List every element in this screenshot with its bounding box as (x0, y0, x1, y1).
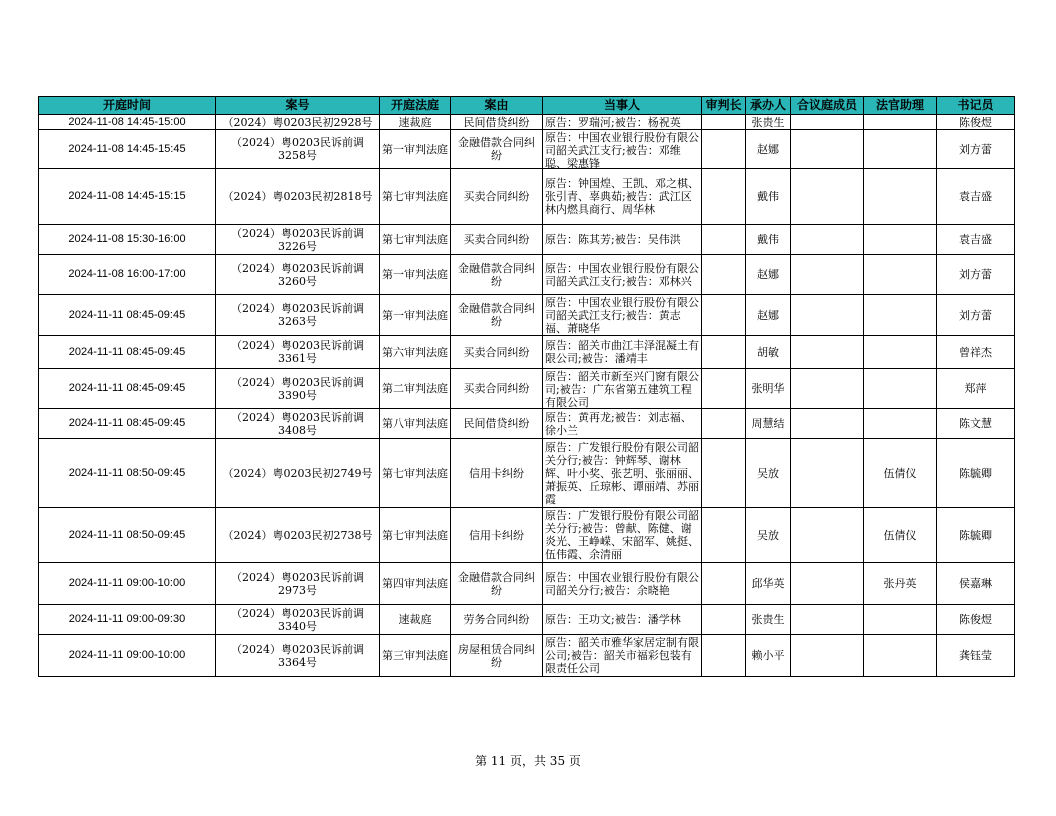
case-number-cell (216, 369, 380, 409)
table-row (39, 225, 1015, 255)
courtroom-cell-text: 第一审判法庭 (382, 268, 448, 281)
case-cause-cell (451, 635, 543, 677)
case-number-cell (216, 336, 380, 369)
handling-judge-cell (746, 409, 791, 439)
clerk-cell (937, 169, 1015, 225)
hearing-time-cell (39, 508, 216, 563)
presiding-judge-cell (702, 439, 746, 508)
parties-cell (543, 635, 702, 677)
courtroom-cell-text: 第四审判法庭 (382, 577, 448, 590)
parties-cell (543, 255, 702, 295)
handling-judge-cell-text: 戴伟 (757, 233, 779, 246)
panel-members-cell (791, 115, 864, 130)
case-number-cell-text: （2024）粤0203民诉前调3263号 (231, 302, 364, 328)
table-row (39, 336, 1015, 369)
hearing-time-cell (39, 439, 216, 508)
parties-cell (543, 169, 702, 225)
case-cause-cell (451, 255, 543, 295)
clerk-cell (937, 439, 1015, 508)
handling-judge-cell-text: 戴伟 (757, 190, 779, 203)
presiding-judge-cell (702, 130, 746, 169)
presiding-judge-cell (702, 563, 746, 605)
parties-cell-text: 原告：黄再龙;被告：刘志福、徐小兰 (545, 410, 692, 437)
courtroom-cell-text: 第二审判法庭 (382, 382, 448, 395)
handling-judge-cell (746, 563, 791, 605)
handling-judge-cell (746, 225, 791, 255)
hearing-schedule-table (38, 96, 1015, 677)
case-cause-cell-text: 劳务合同纠纷 (463, 613, 530, 626)
panel-members-cell (791, 409, 864, 439)
case-cause-cell (451, 130, 543, 169)
header-cell: 案由 (451, 97, 543, 115)
panel-members-cell (791, 169, 864, 225)
case-number-cell-text: （2024）粤0203民初2749号 (222, 466, 373, 480)
judge-assistant-cell-text: 伍倩仪 (883, 466, 917, 480)
case-number-cell-text: （2024）粤0203民诉前调2973号 (231, 570, 364, 597)
parties-cell (543, 225, 702, 255)
panel-members-cell (791, 336, 864, 369)
clerk-cell-text: 刘方蕾 (959, 268, 992, 281)
hearing-time-cell (39, 115, 216, 130)
parties-cell-text: 原告：罗瑞河;被告：杨祝英 (545, 115, 681, 129)
table-row (39, 563, 1015, 605)
clerk-cell (937, 336, 1015, 369)
presiding-judge-cell (702, 255, 746, 295)
presiding-judge-cell (702, 635, 746, 677)
handling-judge-cell-text: 周慧结 (751, 417, 785, 430)
parties-cell (543, 439, 702, 508)
clerk-cell (937, 409, 1015, 439)
judge-assistant-cell (864, 130, 937, 169)
parties-cell-text: 原告：钟国煌、王凯、邓之棋、张引青、辜典茹;被告：武江区林内燃具商行、周华林 (545, 177, 699, 216)
case-cause-cell-text: 信用卡纠纷 (469, 466, 524, 480)
case-cause-cell (451, 369, 543, 409)
handling-judge-cell-text: 胡敏 (757, 345, 779, 359)
clerk-cell-text: 袁吉盛 (959, 233, 992, 246)
clerk-cell (937, 295, 1015, 336)
clerk-cell-text: 曾祥杰 (959, 345, 992, 359)
courtroom-cell (380, 255, 451, 295)
hearing-time-cell-text: 2024-11-08 14:45-15:15 (68, 190, 186, 202)
courtroom-cell-text: 第六审判法庭 (382, 345, 448, 359)
clerk-cell-text: 陈俊煜 (959, 613, 992, 626)
judge-assistant-cell (864, 563, 937, 605)
hearing-time-cell (39, 369, 216, 409)
parties-cell-text: 原告：王功文;被告：潘学林 (545, 613, 681, 626)
judge-assistant-cell (864, 409, 937, 439)
clerk-cell-text: 陈毓卿 (959, 466, 992, 480)
parties-cell-text: 原告：韶关市雅华家居定制有限公司;被告：韶关市福彩包装有限责任公司 (545, 636, 699, 675)
clerk-cell (937, 508, 1015, 563)
table-row (39, 409, 1015, 439)
presiding-judge-cell (702, 369, 746, 409)
handling-judge-cell (746, 336, 791, 369)
handling-judge-cell-text: 张贵生 (751, 115, 785, 129)
clerk-cell-text: 陈文慧 (959, 417, 992, 430)
handling-judge-cell-text: 邱华英 (751, 577, 785, 590)
case-cause-cell-text: 金融借款合同纠纷 (458, 261, 535, 288)
case-number-cell-text: （2024）粤0203民诉前调3258号 (231, 136, 364, 162)
case-cause-cell (451, 169, 543, 225)
header-cell: 承办人 (746, 97, 791, 115)
hearing-time-cell-text: 2024-11-08 15:30-16:00 (68, 233, 186, 245)
handling-judge-cell-text: 吴放 (757, 466, 779, 480)
parties-cell-text: 原告：陈其芳;被告：吴伟洪 (545, 233, 681, 246)
courtroom-cell-text: 第七审判法庭 (382, 233, 448, 246)
hearing-time-cell (39, 563, 216, 605)
parties-cell-text: 原告：广发银行股份有限公司韶关分行;被告：曾献、陈健、谢炎光、王峥嵘、宋韶军、姚挺、伍伟霞、余清丽 (545, 509, 699, 561)
handling-judge-cell-text: 吴放 (757, 528, 779, 542)
hearing-time-cell (39, 409, 216, 439)
case-cause-cell-text: 金融借款合同纠纷 (458, 570, 535, 597)
header-cell: 合议庭成员 (791, 97, 864, 115)
parties-cell (543, 336, 702, 369)
panel-members-cell (791, 295, 864, 336)
case-number-cell-text: （2024）粤0203民诉前调3260号 (231, 261, 364, 288)
case-number-cell (216, 508, 380, 563)
panel-members-cell (791, 255, 864, 295)
table-row (39, 115, 1015, 130)
header-cell: 开庭法庭 (380, 97, 451, 115)
panel-members-cell (791, 130, 864, 169)
header-cell: 开庭时间 (39, 97, 216, 115)
case-cause-cell (451, 409, 543, 439)
case-cause-cell-text: 买卖合同纠纷 (463, 190, 530, 203)
case-cause-cell (451, 605, 543, 635)
hearing-time-cell-text: 2024-11-11 09:00-10:00 (68, 577, 186, 589)
hearing-time-cell (39, 295, 216, 336)
table-body (39, 115, 1015, 677)
case-number-cell (216, 130, 380, 169)
judge-assistant-cell (864, 255, 937, 295)
case-number-cell (216, 169, 380, 225)
hearing-time-cell-text: 2024-11-11 08:45-09:45 (68, 308, 186, 321)
courtroom-cell (380, 369, 451, 409)
handling-judge-cell (746, 295, 791, 336)
table-row (39, 169, 1015, 225)
handling-judge-cell (746, 369, 791, 409)
handling-judge-cell-text: 张贵生 (751, 613, 785, 626)
case-cause-cell (451, 563, 543, 605)
parties-cell (543, 563, 702, 605)
courtroom-cell (380, 409, 451, 439)
table-row (39, 295, 1015, 336)
hearing-time-cell-text: 2024-11-11 08:50-09:45 (68, 528, 186, 541)
hearing-time-cell-text: 2024-11-11 09:00-10:00 (68, 649, 186, 661)
courtroom-cell (380, 635, 451, 677)
hearing-time-cell (39, 255, 216, 295)
judge-assistant-cell (864, 169, 937, 225)
parties-cell (543, 605, 702, 635)
table-row (39, 369, 1015, 409)
presiding-judge-cell (702, 225, 746, 255)
handling-judge-cell-text: 赵娜 (757, 142, 779, 156)
clerk-cell-text: 刘方蕾 (959, 142, 992, 156)
courtroom-cell-text: 第一审判法庭 (382, 308, 448, 322)
hearing-time-cell (39, 635, 216, 677)
case-number-cell (216, 605, 380, 635)
case-cause-cell (451, 225, 543, 255)
header-cell: 法官助理 (864, 97, 937, 115)
courtroom-cell (380, 563, 451, 605)
case-number-cell (216, 635, 380, 677)
case-cause-cell-text: 金融借款合同纠纷 (458, 302, 535, 328)
case-number-cell-text: （2024）粤0203民诉前调3364号 (231, 642, 364, 669)
clerk-cell-text: 侯嘉琳 (959, 577, 992, 590)
hearing-time-cell (39, 130, 216, 169)
parties-cell-text: 原告：中国农业银行股份有限公司韶关分行;被告：余晓艳 (545, 570, 699, 597)
clerk-cell (937, 115, 1015, 130)
judge-assistant-cell-text: 伍倩仪 (883, 528, 917, 542)
clerk-cell (937, 255, 1015, 295)
judge-assistant-cell (864, 369, 937, 409)
case-cause-cell-text: 民间借贷纠纷 (463, 115, 530, 129)
handling-judge-cell (746, 115, 791, 130)
case-number-cell-text: （2024）粤0203民诉前调3408号 (231, 410, 364, 437)
table-row (39, 130, 1015, 169)
parties-cell (543, 130, 702, 169)
handling-judge-cell (746, 635, 791, 677)
clerk-cell (937, 635, 1015, 677)
clerk-cell-text: 陈毓卿 (959, 528, 992, 542)
case-number-cell (216, 439, 380, 508)
parties-cell (543, 369, 702, 409)
page-number: 第 11 页，共 35 页 (475, 754, 581, 768)
presiding-judge-cell (702, 295, 746, 336)
parties-cell-text: 原告：中国农业银行股份有限公司韶关武江支行;被告：邓林兴 (545, 261, 699, 288)
case-number-cell-text: （2024）粤0203民诉前调3390号 (231, 375, 364, 402)
courtroom-cell (380, 130, 451, 169)
clerk-cell (937, 605, 1015, 635)
presiding-judge-cell (702, 409, 746, 439)
clerk-cell-text: 袁吉盛 (959, 190, 992, 203)
courtroom-cell (380, 225, 451, 255)
handling-judge-cell (746, 439, 791, 508)
judge-assistant-cell (864, 295, 937, 336)
case-cause-cell (451, 295, 543, 336)
handling-judge-cell-text: 张明华 (751, 382, 785, 395)
case-number-cell (216, 225, 380, 255)
courtroom-cell-text: 速裁庭 (398, 115, 432, 129)
clerk-cell (937, 563, 1015, 605)
case-cause-cell-text: 房屋租赁合同纠纷 (458, 642, 535, 669)
presiding-judge-cell (702, 508, 746, 563)
clerk-cell (937, 130, 1015, 169)
courtroom-cell (380, 439, 451, 508)
case-number-cell (216, 255, 380, 295)
clerk-cell (937, 369, 1015, 409)
case-number-cell (216, 409, 380, 439)
case-number-cell-text: （2024）粤0203民诉前调3361号 (231, 339, 364, 365)
hearing-time-cell (39, 336, 216, 369)
case-cause-cell (451, 508, 543, 563)
case-cause-cell (451, 336, 543, 369)
parties-cell-text: 原告：韶关市曲江丰泽混凝土有限公司;被告：潘靖丰 (545, 339, 699, 365)
case-number-cell-text: （2024）粤0203民初2928号 (222, 115, 373, 129)
courtroom-cell-text: 第三审判法庭 (382, 649, 448, 662)
judge-assistant-cell (864, 508, 937, 563)
table-row (39, 255, 1015, 295)
case-cause-cell-text: 买卖合同纠纷 (463, 382, 530, 395)
parties-cell (543, 409, 702, 439)
parties-cell (543, 115, 702, 130)
handling-judge-cell (746, 255, 791, 295)
case-number-cell-text: （2024）粤0203民初2818号 (222, 190, 373, 203)
case-cause-cell-text: 信用卡纠纷 (469, 528, 524, 542)
hearing-time-cell-text: 2024-11-08 14:45-15:00 (68, 115, 186, 128)
case-number-cell (216, 295, 380, 336)
courtroom-cell (380, 115, 451, 130)
table-row (39, 635, 1015, 677)
panel-members-cell (791, 439, 864, 508)
case-number-cell-text: （2024）粤0203民诉前调3226号 (231, 226, 364, 253)
case-cause-cell (451, 439, 543, 508)
panel-members-cell (791, 635, 864, 677)
hearing-time-cell (39, 605, 216, 635)
presiding-judge-cell (702, 169, 746, 225)
panel-members-cell (791, 508, 864, 563)
table-row (39, 439, 1015, 508)
judge-assistant-cell (864, 605, 937, 635)
presiding-judge-cell (702, 115, 746, 130)
case-cause-cell-text: 买卖合同纠纷 (463, 233, 530, 246)
hearing-time-cell (39, 225, 216, 255)
parties-cell-text: 原告：韶关市新至兴门窗有限公司;被告：广东省第五建筑工程有限公司 (545, 369, 699, 408)
case-number-cell (216, 115, 380, 130)
case-number-cell (216, 563, 380, 605)
courtroom-cell-text: 速裁庭 (398, 613, 432, 626)
case-cause-cell-text: 民间借贷纠纷 (463, 417, 530, 430)
courtroom-cell (380, 169, 451, 225)
parties-cell-text: 原告：中国农业银行股份有限公司韶关武江支行;被告：黄志福、萧晓华 (545, 295, 699, 335)
courtroom-cell-text: 第八审判法庭 (382, 417, 448, 430)
handling-judge-cell-text: 赵娜 (757, 308, 779, 322)
case-cause-cell (451, 115, 543, 130)
hearing-time-cell-text: 2024-11-08 14:45-15:45 (68, 142, 186, 155)
hearing-time-cell-text: 2024-11-11 08:45-09:45 (68, 417, 186, 429)
panel-members-cell (791, 369, 864, 409)
presiding-judge-cell (702, 605, 746, 635)
header-cell: 当事人 (543, 97, 702, 115)
table-row (39, 508, 1015, 563)
panel-members-cell (791, 563, 864, 605)
case-number-cell-text: （2024）粤0203民初2738号 (222, 528, 373, 542)
clerk-cell-text: 刘方蕾 (959, 308, 992, 322)
header-cell: 审判长 (702, 97, 746, 115)
handling-judge-cell (746, 605, 791, 635)
hearing-time-cell-text: 2024-11-11 08:45-09:45 (68, 345, 186, 358)
handling-judge-cell-text: 赵娜 (757, 268, 779, 281)
judge-assistant-cell (864, 225, 937, 255)
header-cell: 书记员 (937, 97, 1015, 115)
clerk-cell-text: 龚钰莹 (959, 649, 992, 662)
table-row (39, 605, 1015, 635)
case-cause-cell-text: 买卖合同纠纷 (463, 345, 530, 359)
courtroom-cell-text: 第七审判法庭 (382, 190, 448, 203)
judge-assistant-cell (864, 336, 937, 369)
clerk-cell-text: 郑萍 (964, 382, 987, 395)
case-number-cell-text: （2024）粤0203民诉前调3340号 (231, 606, 364, 633)
case-cause-cell-text: 金融借款合同纠纷 (458, 136, 535, 162)
courtroom-cell-text: 第七审判法庭 (382, 528, 448, 542)
judge-assistant-cell (864, 635, 937, 677)
parties-cell-text: 原告：中国农业银行股份有限公司韶关武江支行;被告：邓维聪、梁惠锋 (545, 130, 699, 168)
header-cell: 案号 (216, 97, 380, 115)
handling-judge-cell-text: 赖小平 (751, 649, 785, 662)
courtroom-cell (380, 295, 451, 336)
clerk-cell-text: 陈俊煜 (959, 115, 992, 129)
courtroom-cell (380, 336, 451, 369)
courtroom-cell (380, 508, 451, 563)
parties-cell-text: 原告：广发银行股份有限公司韶关分行;被告：钟辉琴、谢林辉、叶小奖、张艺明、张丽丽、萧振英、丘琼彬、谭丽靖、苏丽霞 (545, 440, 699, 506)
panel-members-cell (791, 605, 864, 635)
table-header-row (39, 97, 1015, 115)
hearing-time-cell-text: 2024-11-08 16:00-17:00 (68, 268, 186, 280)
panel-members-cell (791, 225, 864, 255)
handling-judge-cell (746, 508, 791, 563)
hearing-time-cell-text: 2024-11-11 08:45-09:45 (68, 382, 186, 394)
judge-assistant-cell-text: 张丹英 (883, 577, 917, 590)
handling-judge-cell (746, 169, 791, 225)
parties-cell (543, 508, 702, 563)
clerk-cell (937, 225, 1015, 255)
presiding-judge-cell (702, 336, 746, 369)
hearing-time-cell-text: 2024-11-11 09:00-09:30 (68, 613, 186, 625)
courtroom-cell-text: 第七审判法庭 (382, 466, 448, 480)
handling-judge-cell (746, 130, 791, 169)
parties-cell (543, 295, 702, 336)
courtroom-cell-text: 第一审判法庭 (382, 142, 448, 156)
hearing-time-cell (39, 169, 216, 225)
judge-assistant-cell (864, 115, 937, 130)
hearing-time-cell-text: 2024-11-11 08:50-09:45 (68, 466, 186, 479)
judge-assistant-cell (864, 439, 937, 508)
courtroom-cell (380, 605, 451, 635)
